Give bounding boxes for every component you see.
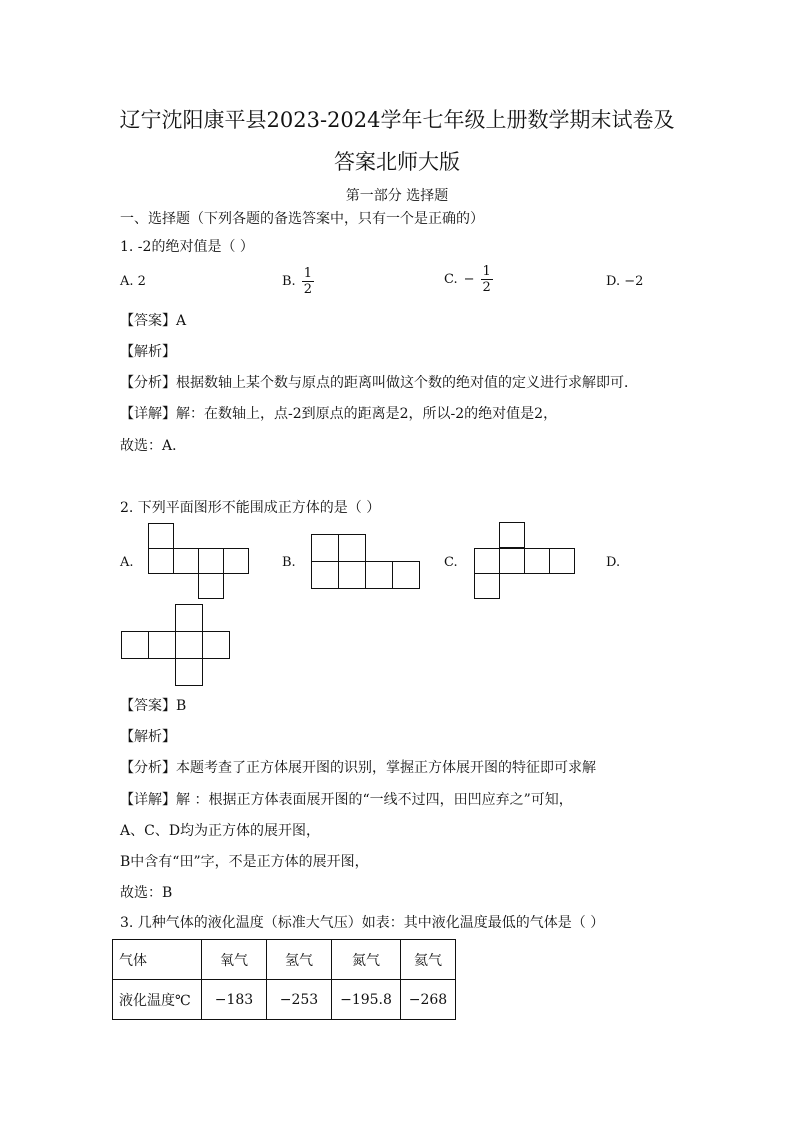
q1-option-b <box>282 266 314 297</box>
net-b-square <box>311 561 339 589</box>
q1-option-c <box>444 264 493 295</box>
net-d-square <box>148 631 176 659</box>
net-b-square <box>338 561 366 589</box>
q2-analysis-title: 【解析】 <box>120 729 176 745</box>
net-d-square <box>202 631 230 659</box>
q1-option-c-fraction <box>481 264 493 295</box>
q1-choice: 故选：A． <box>120 438 187 454</box>
table-header-cell: 氦气 <box>401 940 456 980</box>
q2-line2: B中含有“田”字，不是正方体的展开图， <box>120 854 369 870</box>
q1-option-b-numerator: 1 <box>303 266 312 281</box>
table-header-cell: 氮气 <box>332 940 401 980</box>
net-b-square <box>311 534 339 562</box>
net-b-square <box>338 534 366 562</box>
table-cell: 液化温度℃ <box>113 980 202 1020</box>
table-header-cell: 氢气 <box>267 940 332 980</box>
q1-option-d: D. −2 <box>606 274 644 289</box>
q2-analysis: 【分析】本题考查了正方体展开图的识别，掌握正方体展开图的特征即可求解 <box>120 760 596 776</box>
q2-label-a: A. <box>120 555 134 570</box>
net-a-square <box>223 548 249 574</box>
net-c-square <box>549 548 575 574</box>
section-heading: 一、选择题（下列各题的备选答案中，只有一个是正确的） <box>120 211 484 227</box>
gas-liquefaction-table <box>112 939 456 1020</box>
q2-label-b: B. <box>282 555 296 570</box>
net-a-square <box>198 548 224 574</box>
table-header-cell: 气体 <box>113 940 202 980</box>
q2-label-d: D. <box>606 555 621 570</box>
q1-option-c-sign: − <box>463 272 475 287</box>
q2-line1: A、C、D均为正方体的展开图， <box>120 823 321 839</box>
net-d-square <box>121 631 149 659</box>
table-header-cell: 氧气 <box>202 940 267 980</box>
table-cell: −253 <box>267 980 332 1020</box>
part-heading: 第一部分 选择题 <box>345 188 449 204</box>
document-title-line2: 答案北师大版 <box>334 150 460 174</box>
net-c-square <box>474 573 500 599</box>
q1-option-b-denominator: 2 <box>303 282 312 297</box>
net-a-square <box>198 573 224 599</box>
q2-choice: 故选：B <box>120 885 173 901</box>
q1-stem: 1. -2的绝对值是（ ） <box>120 239 254 255</box>
net-c-square <box>524 548 550 574</box>
net-a-square <box>148 523 174 549</box>
net-d-square <box>175 658 203 686</box>
q1-detail: 【详解】解：在数轴上，点-2到原点的距离是2，所以-2的绝对值是2， <box>120 406 558 422</box>
net-d-square <box>175 631 203 659</box>
q2-detail: 【详解】解 ：根据正方体表面展开图的“一线不过四，田凹应弃之”可知， <box>120 792 573 808</box>
table-cell: −183 <box>202 980 267 1020</box>
q1-option-b-fraction <box>302 266 314 297</box>
net-c-square <box>474 548 500 574</box>
table-cell: −195.8 <box>332 980 401 1020</box>
q1-option-c-numerator: 1 <box>482 264 491 279</box>
net-b-square <box>392 561 420 589</box>
net-b-square <box>365 561 393 589</box>
q1-option-c-denominator: 2 <box>482 280 491 295</box>
q2-answer: 【答案】B <box>120 698 187 714</box>
q2-stem: 2. 下列平面图形不能围成正方体的是（ ） <box>120 500 381 516</box>
q2-label-c: C. <box>444 555 458 570</box>
q3-stem: 3. 几种气体的液化温度（标准大气压）如表：其中液化温度最低的气体是（ ） <box>120 915 605 931</box>
document-title-line1: 辽宁沈阳康平县2023-2024学年七年级上册数学期末试卷及 <box>119 108 675 132</box>
q1-option-b-label: B. <box>282 274 296 289</box>
net-a-square <box>148 548 174 574</box>
net-c-square <box>499 548 525 574</box>
net-a-square <box>173 548 199 574</box>
q1-answer: 【答案】A <box>120 313 187 329</box>
table-row <box>113 980 456 1020</box>
net-c-square <box>499 522 525 548</box>
table-row <box>113 940 456 980</box>
q1-option-a: A. 2 <box>120 274 146 289</box>
q1-analysis: 【分析】根据数轴上某个数与原点的距离叫做这个数的绝对值的定义进行求解即可． <box>120 375 638 391</box>
net-d-square <box>175 604 203 632</box>
q1-option-c-label: C. <box>444 272 458 287</box>
table-cell: −268 <box>401 980 456 1020</box>
q1-analysis-title: 【解析】 <box>120 344 176 360</box>
